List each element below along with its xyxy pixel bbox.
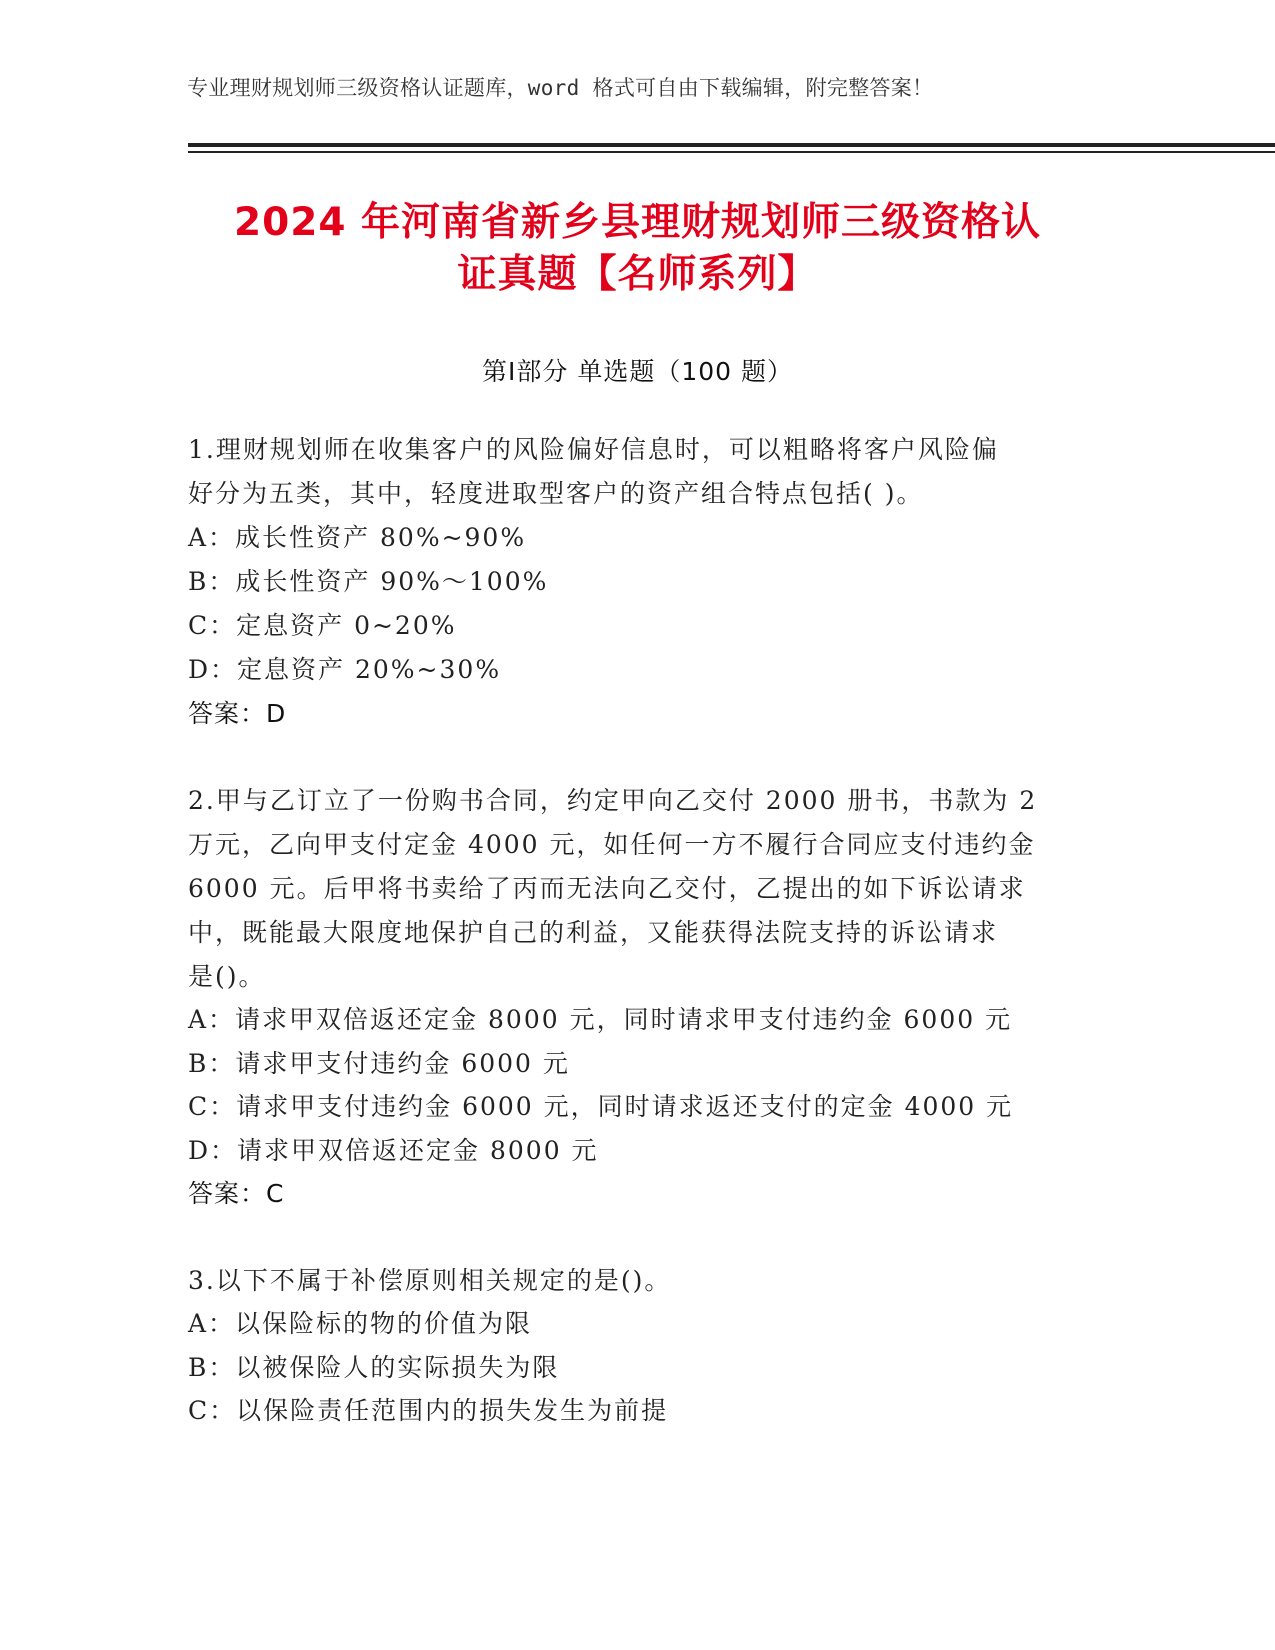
document-title-line-2: 证真题【名师系列】 — [457, 252, 818, 297]
question-3-option-b: B：以被保险人的实际损失为限 — [188, 1353, 560, 1382]
question-3-stem-line-1: 3.以下不属于补偿原则相关规定的是()。 — [188, 1266, 672, 1295]
document-title-line-1: 2024 年河南省新乡县理财规划师三级资格认 — [233, 200, 1042, 245]
question-2-option-a: A：请求甲双倍返还定金 8000 元，同时请求甲支付违约金 6000 元 — [188, 1005, 1013, 1034]
question-2-stem-line-1: 2.甲与乙订立了一份购书合同，约定甲向乙交付 2000 册书，书款为 2 — [188, 786, 1038, 815]
question-2-option-d: D：请求甲双倍返还定金 8000 元 — [188, 1136, 599, 1165]
question-2-stem-line-4: 中，既能最大限度地保护自己的利益，又能获得法院支持的诉讼请求 — [188, 918, 999, 947]
question-2-answer: 答案：C — [188, 1179, 285, 1208]
question-2-stem-line-3: 6000 元。后甲将书卖给了丙而无法向乙交付，乙提出的如下诉讼请求 — [188, 874, 1026, 903]
header-rule-thin — [188, 151, 1275, 153]
question-1-answer: 答案：D — [188, 699, 287, 728]
header-rule-thick — [188, 143, 1275, 147]
question-2-stem-line-5: 是()。 — [188, 962, 266, 991]
question-1-option-c: C：定息资产 0~20% — [188, 611, 457, 640]
question-2-option-b: B：请求甲支付违约金 6000 元 — [188, 1049, 570, 1078]
header-note: 专业理财规划师三级资格认证题库，word 格式可自由下载编辑，附完整答案！ — [187, 76, 934, 100]
section-heading: 第Ⅰ部分 单选题（100 题） — [482, 357, 793, 386]
question-1-stem-line-1: 1.理财规划师在收集客户的风险偏好信息时，可以粗略将客户风险偏 — [188, 435, 999, 464]
question-1-option-b: B：成长性资产 90%～100% — [188, 567, 549, 596]
question-3-option-a: A：以保险标的物的价值为限 — [188, 1309, 533, 1338]
question-2-option-c: C：请求甲支付违约金 6000 元，同时请求返还支付的定金 4000 元 — [188, 1092, 1014, 1121]
question-1-option-d: D：定息资产 20%~30% — [188, 655, 502, 684]
question-2-stem-line-2: 万元，乙向甲支付定金 4000 元，如任何一方不履行合同应支付违约金 — [188, 830, 1036, 859]
question-1-stem-line-2: 好分为五类，其中，轻度进取型客户的资产组合特点包括( )。 — [188, 479, 924, 508]
question-3-option-c: C：以保险责任范围内的损失发生为前提 — [188, 1396, 669, 1425]
question-1-option-a: A：成长性资产 80%~90% — [188, 523, 527, 552]
